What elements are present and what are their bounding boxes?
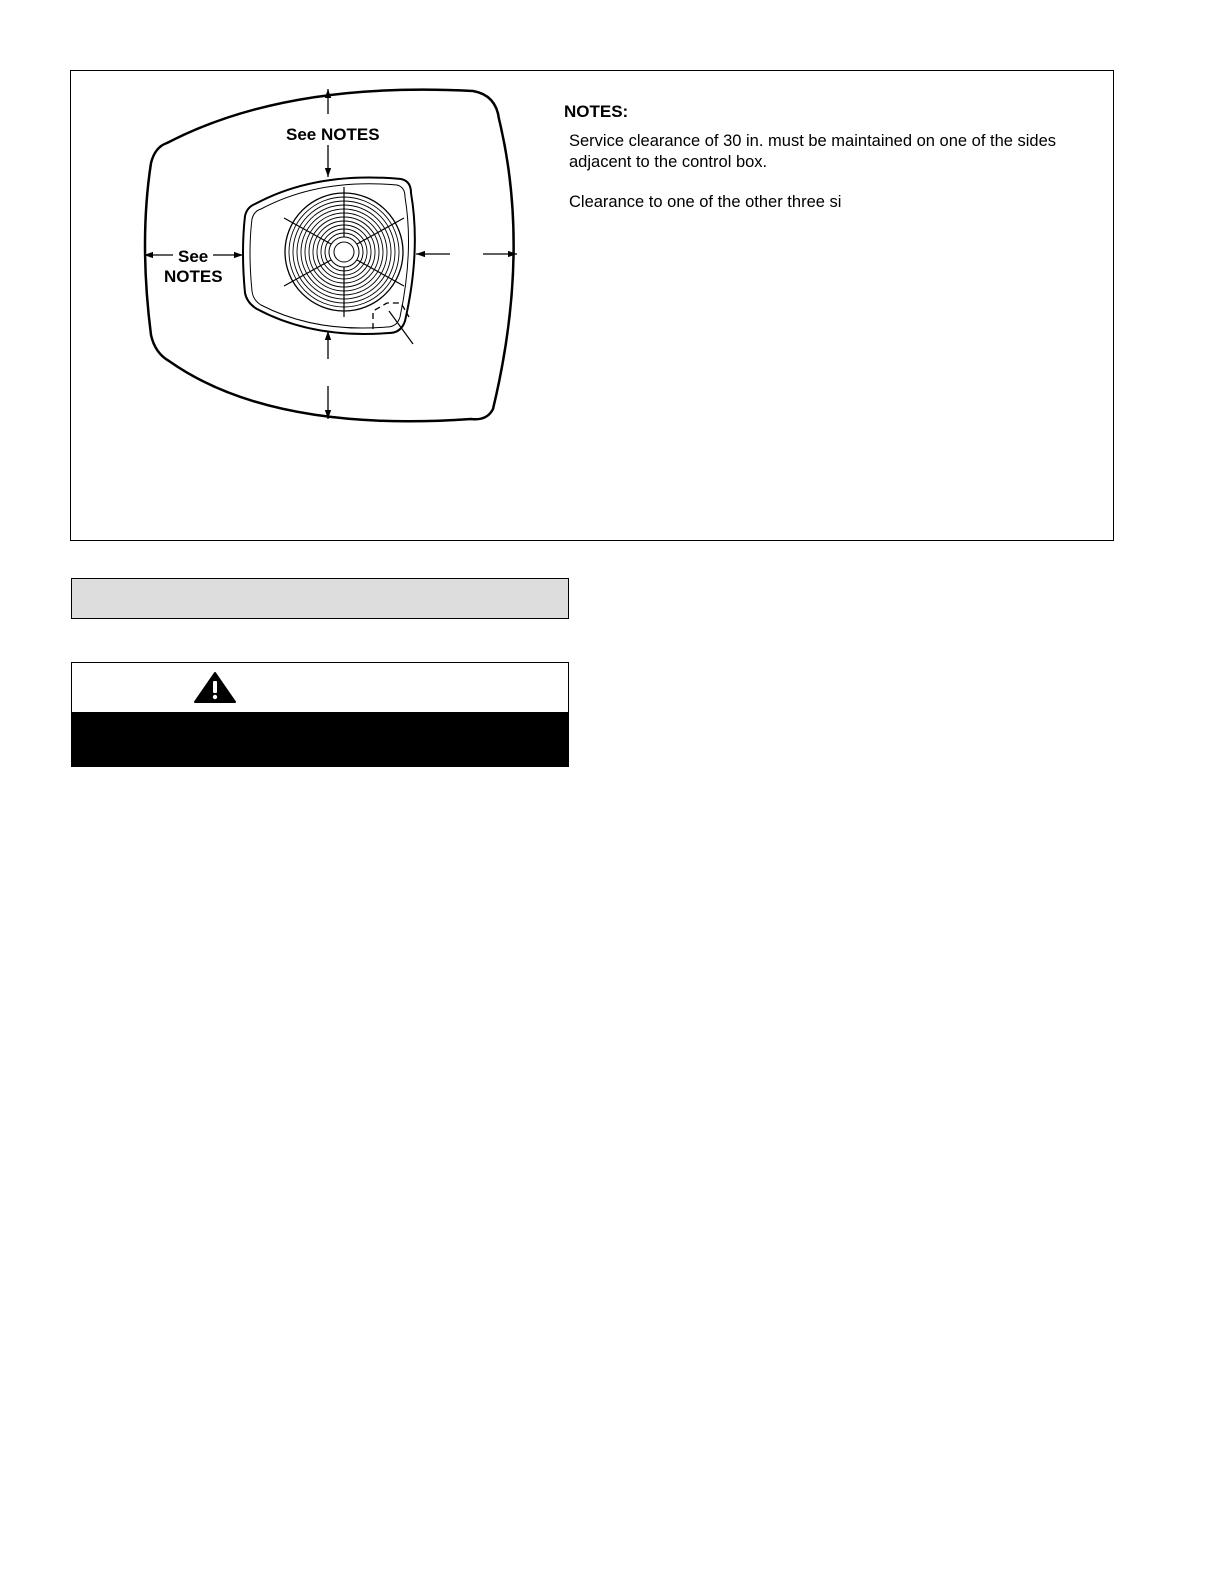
top-clearance-label: See NOTES xyxy=(286,125,380,144)
clearance-diagram xyxy=(71,71,531,431)
clearance-figure xyxy=(70,70,1114,541)
warning-box xyxy=(71,662,569,767)
warning-triangle-icon xyxy=(193,671,237,704)
warning-body xyxy=(72,712,568,766)
left-clearance-label-line2: NOTES xyxy=(164,267,223,286)
note-other-clearance: Clearance to one of the other three si xyxy=(569,193,842,211)
note-service-clearance: Service clearance of 30 in. must be maintained on one of the sides adjacent to the control box. xyxy=(569,132,1057,171)
left-clearance-label-line1: See xyxy=(178,247,209,266)
notes-heading: NOTES: xyxy=(564,102,629,121)
unit-housing xyxy=(243,177,415,334)
section-heading-bar xyxy=(71,578,569,619)
warning-header xyxy=(72,663,568,712)
